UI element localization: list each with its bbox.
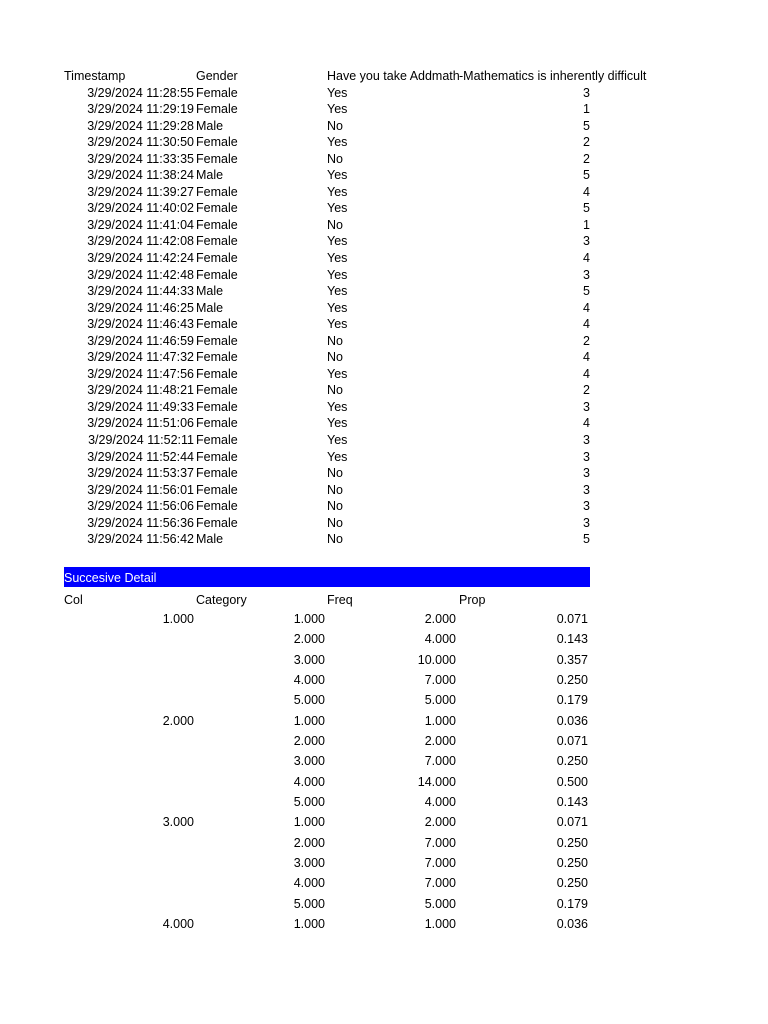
- timestamp-cell[interactable]: 3/29/2024 11:42:24: [87, 251, 194, 266]
- timestamp-cell[interactable]: 3/29/2024 11:33:35: [87, 151, 194, 166]
- freq-cell[interactable]: 1.000: [424, 917, 456, 932]
- category-cell[interactable]: 3.000: [293, 856, 325, 871]
- timestamp-cell[interactable]: 3/29/2024 11:41:04: [87, 217, 194, 232]
- table-row: [64, 85, 590, 102]
- table-row: [64, 366, 590, 383]
- timestamp-cell[interactable]: 3/29/2024 11:56:06: [87, 499, 194, 514]
- gender-cell[interactable]: Female: [196, 184, 238, 199]
- gender-cell[interactable]: Female: [196, 366, 238, 381]
- gender-cell[interactable]: Male: [196, 118, 224, 133]
- table-row: [64, 650, 764, 670]
- timestamp-cell[interactable]: 3/29/2024 11:56:01: [87, 482, 194, 497]
- timestamp-cell[interactable]: 3/29/2024 11:44:33: [87, 284, 194, 299]
- table-row: [64, 515, 590, 532]
- gender-cell[interactable]: Female: [196, 383, 238, 398]
- inherent-difficulty-cell[interactable]: 2: [583, 135, 590, 150]
- gender-cell[interactable]: Female: [196, 251, 238, 266]
- table-row: [64, 731, 764, 751]
- inherent-difficulty-cell[interactable]: 4: [583, 366, 590, 381]
- timestamp-cell[interactable]: 3/29/2024 11:29:19: [87, 102, 194, 117]
- table-row: [64, 465, 590, 482]
- gender-cell[interactable]: Female: [196, 135, 238, 150]
- addmath-cell[interactable]: No: [327, 383, 343, 398]
- table-row: [64, 333, 590, 350]
- table-row: [64, 894, 764, 914]
- header-prop[interactable]: Prop: [459, 593, 486, 607]
- timestamp-cell[interactable]: 3/29/2024 11:56:36: [87, 515, 194, 530]
- header-col[interactable]: Col: [64, 593, 83, 607]
- inherent-difficulty-cell[interactable]: 2: [583, 151, 590, 166]
- gender-cell[interactable]: Female: [196, 482, 238, 497]
- addmath-cell[interactable]: No: [327, 333, 343, 348]
- prop-cell[interactable]: 0.250: [556, 835, 588, 850]
- inherent-difficulty-cell[interactable]: 3: [583, 85, 590, 100]
- survey-header-row: [64, 68, 647, 85]
- table-row: [64, 751, 764, 771]
- prop-cell[interactable]: 0.357: [556, 652, 588, 667]
- gender-cell[interactable]: Female: [196, 416, 238, 431]
- addmath-cell[interactable]: Yes: [327, 366, 348, 381]
- successive-detail-header-row: [64, 591, 764, 609]
- inherent-difficulty-cell[interactable]: 4: [583, 350, 590, 365]
- successive-detail-title: Succesive Detail: [64, 571, 157, 585]
- timestamp-cell[interactable]: 3/29/2024 11:53:37: [87, 466, 194, 481]
- col-cell[interactable]: 1.000: [162, 612, 194, 626]
- gender-cell[interactable]: Female: [196, 201, 238, 216]
- table-row: [64, 233, 590, 250]
- freq-cell[interactable]: 4.000: [424, 795, 456, 810]
- inherent-difficulty-cell[interactable]: 2: [583, 383, 590, 398]
- gender-cell[interactable]: Female: [196, 433, 238, 448]
- gender-cell[interactable]: Male: [196, 532, 224, 547]
- addmath-cell[interactable]: Yes: [327, 449, 348, 464]
- gender-cell[interactable]: Female: [196, 267, 238, 282]
- gender-cell[interactable]: Female: [196, 449, 238, 464]
- prop-cell[interactable]: 0.179: [556, 896, 588, 911]
- gender-cell[interactable]: Male: [196, 168, 224, 183]
- category-cell[interactable]: 2.000: [293, 835, 325, 850]
- freq-cell[interactable]: 7.000: [424, 673, 456, 688]
- timestamp-cell[interactable]: 3/29/2024 11:56:42: [87, 532, 194, 547]
- category-cell[interactable]: 4.000: [293, 774, 325, 789]
- table-row: [64, 914, 764, 934]
- freq-cell[interactable]: 5.000: [424, 693, 456, 708]
- gender-cell[interactable]: Female: [196, 466, 238, 481]
- col-cell[interactable]: 4.000: [162, 917, 194, 932]
- prop-cell[interactable]: 0.036: [556, 917, 588, 932]
- table-row: [64, 449, 590, 466]
- addmath-cell[interactable]: Yes: [327, 234, 348, 249]
- timestamp-cell[interactable]: 3/29/2024 11:51:06: [87, 416, 194, 431]
- prop-cell[interactable]: 0.250: [556, 754, 588, 769]
- addmath-cell[interactable]: No: [327, 466, 343, 481]
- prop-cell[interactable]: 0.500: [556, 774, 588, 789]
- table-row: [64, 316, 590, 333]
- timestamp-cell[interactable]: 3/29/2024 11:49:33: [87, 399, 194, 414]
- prop-cell[interactable]: 0.250: [556, 856, 588, 871]
- header-freq[interactable]: Freq: [327, 593, 353, 607]
- inherent-difficulty-cell[interactable]: 3: [583, 515, 590, 530]
- table-row: [64, 101, 590, 118]
- addmath-cell[interactable]: No: [327, 499, 343, 514]
- prop-cell[interactable]: 0.250: [556, 876, 588, 891]
- table-row: [64, 217, 590, 234]
- inherent-difficulty-cell[interactable]: 2: [583, 333, 590, 348]
- header-inherent-difficulty[interactable]: -Mathematics is inherently difficult: [459, 69, 647, 83]
- category-cell[interactable]: 1.000: [293, 815, 325, 830]
- inherent-difficulty-cell[interactable]: 3: [583, 466, 590, 481]
- table-row: [64, 382, 590, 399]
- timestamp-cell[interactable]: 3/29/2024 11:39:27: [87, 184, 194, 199]
- timestamp-cell[interactable]: 3/29/2024 11:40:02: [87, 201, 194, 216]
- table-row: [64, 690, 764, 710]
- category-cell[interactable]: 5.000: [293, 896, 325, 911]
- table-row: [64, 267, 590, 284]
- table-row: [64, 629, 764, 649]
- table-row: [64, 151, 590, 168]
- gender-cell[interactable]: Female: [196, 85, 238, 100]
- table-row: [64, 498, 590, 515]
- timestamp-cell[interactable]: 3/29/2024 11:46:43: [87, 317, 194, 332]
- timestamp-cell[interactable]: 3/29/2024 11:47:56: [87, 366, 194, 381]
- addmath-cell[interactable]: Yes: [327, 201, 348, 216]
- freq-cell[interactable]: 14.000: [417, 774, 456, 789]
- table-row: [64, 531, 590, 548]
- category-cell[interactable]: 2.000: [293, 632, 325, 647]
- timestamp-cell[interactable]: 3/29/2024 11:46:59: [87, 333, 194, 348]
- category-cell[interactable]: 5.000: [293, 795, 325, 810]
- timestamp-cell[interactable]: 3/29/2024 11:48:21: [87, 383, 194, 398]
- inherent-difficulty-cell[interactable]: 3: [583, 433, 590, 448]
- inherent-difficulty-cell[interactable]: 3: [583, 499, 590, 514]
- category-cell[interactable]: 3.000: [293, 652, 325, 667]
- inherent-difficulty-cell[interactable]: 3: [583, 234, 590, 249]
- table-row: [64, 300, 590, 317]
- gender-cell[interactable]: Female: [196, 333, 238, 348]
- gender-cell[interactable]: Male: [196, 284, 224, 299]
- addmath-cell[interactable]: Yes: [327, 433, 348, 448]
- timestamp-cell[interactable]: 3/29/2024 11:28:55: [87, 85, 194, 100]
- table-row: [64, 812, 764, 832]
- freq-cell[interactable]: 2.000: [424, 612, 456, 626]
- freq-cell[interactable]: 10.000: [417, 652, 456, 667]
- inherent-difficulty-cell[interactable]: 3: [583, 482, 590, 497]
- timestamp-cell[interactable]: 3/29/2024 11:29:28: [87, 118, 194, 133]
- addmath-cell[interactable]: Yes: [327, 300, 348, 315]
- inherent-difficulty-cell[interactable]: 4: [583, 184, 590, 199]
- category-cell[interactable]: 3.000: [293, 754, 325, 769]
- col-cell[interactable]: 3.000: [162, 815, 194, 830]
- table-row: [64, 873, 764, 893]
- addmath-cell[interactable]: No: [327, 532, 343, 547]
- table-row: [64, 482, 590, 499]
- inherent-difficulty-cell[interactable]: 5: [583, 168, 590, 183]
- inherent-difficulty-cell[interactable]: 4: [583, 300, 590, 315]
- gender-cell[interactable]: Female: [196, 399, 238, 414]
- addmath-cell[interactable]: Yes: [327, 267, 348, 282]
- freq-cell[interactable]: 5.000: [424, 896, 456, 911]
- addmath-cell[interactable]: No: [327, 118, 343, 133]
- addmath-cell[interactable]: Yes: [327, 135, 348, 150]
- table-row: [64, 399, 590, 416]
- freq-cell[interactable]: 1.000: [424, 713, 456, 728]
- addmath-cell[interactable]: Yes: [327, 416, 348, 431]
- table-row: [64, 432, 590, 449]
- survey-rows: [64, 85, 590, 548]
- timestamp-cell[interactable]: 3/29/2024 11:47:32: [87, 350, 194, 365]
- table-row: [64, 134, 590, 151]
- table-row: [64, 609, 764, 629]
- addmath-cell[interactable]: Yes: [327, 85, 348, 100]
- timestamp-cell[interactable]: 3/29/2024 11:30:50: [87, 135, 194, 150]
- category-cell[interactable]: 4.000: [293, 673, 325, 688]
- table-row: [64, 184, 590, 201]
- successive-detail-rows: [64, 609, 764, 935]
- table-row: [64, 349, 590, 366]
- freq-cell[interactable]: 7.000: [424, 754, 456, 769]
- table-row: [64, 200, 590, 217]
- prop-cell[interactable]: 0.179: [556, 693, 588, 708]
- addmath-cell[interactable]: No: [327, 151, 343, 166]
- addmath-cell[interactable]: No: [327, 515, 343, 530]
- prop-cell[interactable]: 0.071: [556, 734, 588, 749]
- prop-cell[interactable]: 0.071: [556, 612, 588, 626]
- category-cell[interactable]: 1.000: [293, 713, 325, 728]
- addmath-cell[interactable]: Yes: [327, 102, 348, 117]
- gender-cell[interactable]: Male: [196, 300, 224, 315]
- inherent-difficulty-cell[interactable]: 4: [583, 416, 590, 431]
- inherent-difficulty-cell[interactable]: 3: [583, 267, 590, 282]
- inherent-difficulty-cell[interactable]: 3: [583, 449, 590, 464]
- prop-cell[interactable]: 0.036: [556, 713, 588, 728]
- addmath-cell[interactable]: Yes: [327, 317, 348, 332]
- inherent-difficulty-cell[interactable]: 1: [583, 217, 590, 232]
- inherent-difficulty-cell[interactable]: 4: [583, 251, 590, 266]
- addmath-cell[interactable]: Yes: [327, 184, 348, 199]
- category-cell[interactable]: 4.000: [293, 876, 325, 891]
- table-row: [64, 792, 764, 812]
- freq-cell[interactable]: 4.000: [424, 632, 456, 647]
- table-row: [64, 833, 764, 853]
- category-cell[interactable]: 2.000: [293, 734, 325, 749]
- timestamp-cell[interactable]: 3/29/2024 11:42:08: [87, 234, 194, 249]
- header-category[interactable]: Category: [196, 593, 247, 607]
- inherent-difficulty-cell[interactable]: 5: [583, 532, 590, 547]
- inherent-difficulty-cell[interactable]: 1: [583, 102, 590, 117]
- inherent-difficulty-cell[interactable]: 4: [583, 317, 590, 332]
- inherent-difficulty-cell[interactable]: 5: [583, 201, 590, 216]
- freq-cell[interactable]: 7.000: [424, 876, 456, 891]
- table-row: [64, 670, 764, 690]
- table-row: [64, 283, 590, 300]
- gender-cell[interactable]: Female: [196, 317, 238, 332]
- survey-table: [64, 68, 647, 548]
- timestamp-cell[interactable]: 3/29/2024 11:38:24: [87, 168, 194, 183]
- successive-detail-title-bar[interactable]: [64, 567, 590, 587]
- inherent-difficulty-cell[interactable]: 5: [583, 284, 590, 299]
- prop-cell[interactable]: 0.071: [556, 815, 588, 830]
- freq-cell[interactable]: 2.000: [424, 734, 456, 749]
- addmath-cell[interactable]: Yes: [327, 168, 348, 183]
- addmath-cell[interactable]: No: [327, 482, 343, 497]
- addmath-cell[interactable]: No: [327, 217, 343, 232]
- gender-cell[interactable]: Female: [196, 151, 238, 166]
- col-cell[interactable]: 2.000: [162, 713, 194, 728]
- timestamp-cell[interactable]: 3/29/2024 11:52:44: [87, 449, 194, 464]
- category-cell[interactable]: 5.000: [293, 693, 325, 708]
- table-row: [64, 250, 590, 267]
- addmath-cell[interactable]: Yes: [327, 251, 348, 266]
- header-timestamp[interactable]: Timestamp: [64, 69, 126, 83]
- prop-cell[interactable]: 0.143: [556, 632, 588, 647]
- inherent-difficulty-cell[interactable]: 5: [583, 118, 590, 133]
- freq-cell[interactable]: 7.000: [424, 856, 456, 871]
- table-row: [64, 118, 590, 135]
- freq-cell[interactable]: 2.000: [424, 815, 456, 830]
- addmath-cell[interactable]: No: [327, 350, 343, 365]
- gender-cell[interactable]: Female: [196, 234, 238, 249]
- header-addmath[interactable]: Have you take Addmath: [327, 69, 460, 83]
- gender-cell[interactable]: Female: [196, 499, 238, 514]
- header-gender[interactable]: Gender: [196, 69, 238, 83]
- inherent-difficulty-cell[interactable]: 3: [583, 399, 590, 414]
- gender-cell[interactable]: Female: [196, 102, 238, 117]
- gender-cell[interactable]: Female: [196, 217, 238, 232]
- timestamp-cell[interactable]: 3/29/2024 11:46:25: [87, 300, 194, 315]
- freq-cell[interactable]: 7.000: [424, 835, 456, 850]
- table-row: [64, 415, 590, 432]
- gender-cell[interactable]: Female: [196, 515, 238, 530]
- gender-cell[interactable]: Female: [196, 350, 238, 365]
- prop-cell[interactable]: 0.143: [556, 795, 588, 810]
- addmath-cell[interactable]: Yes: [327, 284, 348, 299]
- category-cell[interactable]: 1.000: [293, 917, 325, 932]
- category-cell[interactable]: 1.000: [293, 612, 325, 626]
- prop-cell[interactable]: 0.250: [556, 673, 588, 688]
- table-row: [64, 711, 764, 731]
- table-row: [64, 853, 764, 873]
- table-row: [64, 167, 590, 184]
- table-row: [64, 772, 764, 792]
- timestamp-cell[interactable]: 3/29/2024 11:52:11: [88, 433, 194, 448]
- addmath-cell[interactable]: Yes: [327, 399, 348, 414]
- timestamp-cell[interactable]: 3/29/2024 11:42:48: [87, 267, 194, 282]
